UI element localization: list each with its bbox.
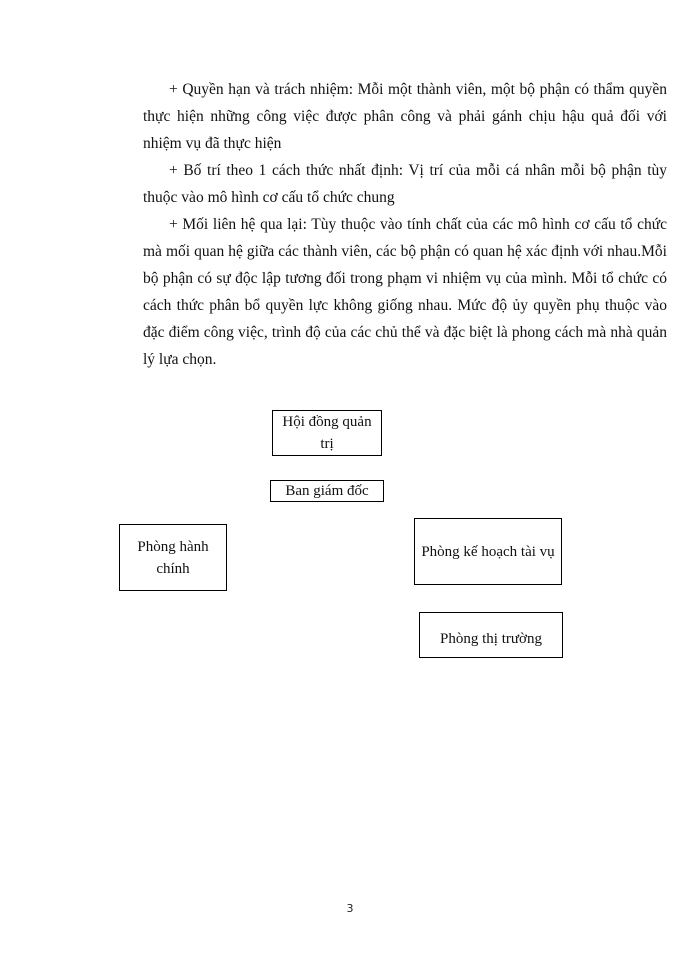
org-box-board-label: Hội đồng quản trị [282,414,372,452]
org-box-admin-label: Phòng hành chính [137,538,209,577]
org-box-planning-label: Phòng kế hoạch tài vụ [421,543,555,560]
paragraph-authority: + Quyền hạn và trách nhiệm: Mỗi một thành viên, một bộ phận có thẩm quyền thực hiện những công việc được phân công và phải gánh chịu hậu quả đối với nhiệm vụ đã thực hiện [143,81,667,152]
org-box-planning [414,518,562,585]
paragraph-relations: + Mối liên hệ qua lại: Tùy thuộc vào tính chất của các mô hình cơ cấu tổ chức mà mối quan hệ giữa các thành viên, các bộ phận có quan hệ xác định với nhau.Mỗi bộ phận có sự độc lập tương đối trong phạm vi nhiệm vụ của mình. Mỗi tổ chức có cách thức phân bổ quyền lực không giống nhau. Mức độ ủy quyền phụ thuộc vào đặc điểm công việc, trình độ của các chủ thể và đặc biệt là phong cách mà nhà quản lý lựa chọn. [143,216,667,368]
page-number: 3 [346,902,354,915]
org-box-directors-label: Ban giám đốc [285,483,369,499]
org-box-directors [270,480,384,502]
org-box-admin [119,524,227,591]
org-box-market [419,612,563,658]
org-box-market-label: Phòng thị trường [440,631,542,647]
paragraph-arrangement: + Bố trí theo 1 cách thức nhất định: Vị trí của mỗi cá nhân mỗi bộ phận tùy thuộc vào mô hình cơ cấu tổ chức chung [143,162,667,206]
body-text [143,76,667,373]
org-box-board [272,410,382,456]
